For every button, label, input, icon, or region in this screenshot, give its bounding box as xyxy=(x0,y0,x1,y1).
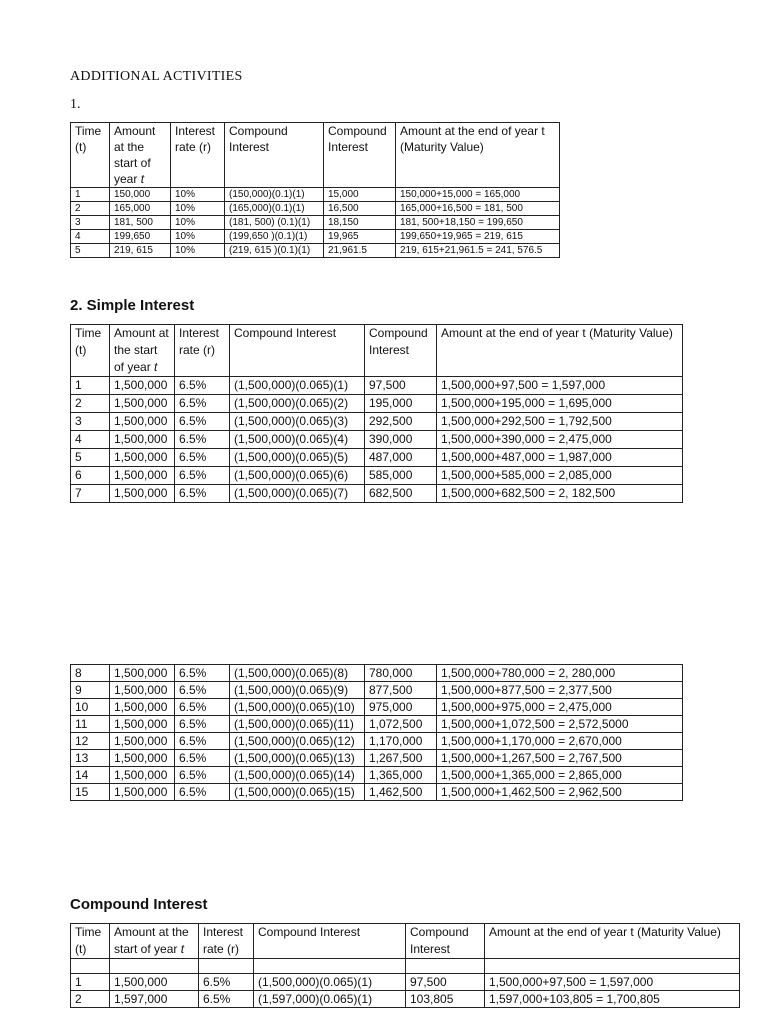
cell-interest-rate: 6.5% xyxy=(175,395,230,413)
cell-interest-rate: 6.5% xyxy=(175,784,230,801)
table-row xyxy=(71,216,560,230)
cell-maturity-value: 1,500,000+1,267,500 = 2,767,500 xyxy=(437,750,683,767)
cell-amount-start: 1,500,000 xyxy=(110,974,199,991)
cell-time: 4 xyxy=(71,230,110,244)
cell-maturity-value: 1,500,000+682,500 = 2, 182,500 xyxy=(437,485,683,503)
cell-amount-start: 1,500,000 xyxy=(110,449,175,467)
cell-amount-start: 1,500,000 xyxy=(110,733,175,750)
table-row xyxy=(71,202,560,216)
cell-amount-start: 1,500,000 xyxy=(110,716,175,733)
cell-maturity-value: 1,500,000+1,072,500 = 2,572,5000 xyxy=(437,716,683,733)
cell-maturity-value: 181, 500+18,150 = 199,650 xyxy=(396,216,560,230)
cell-compound-interest: 15,000 xyxy=(324,188,396,202)
cell-time: 2 xyxy=(71,991,110,1008)
cell-compound-interest: 97,500 xyxy=(406,974,485,991)
header-compound-interest-value: Compound Interest xyxy=(365,325,437,377)
cell-maturity-value: 199,650+19,965 = 219, 615 xyxy=(396,230,560,244)
spacer-cell xyxy=(71,959,110,974)
cell-time: 12 xyxy=(71,733,110,750)
cell-compound-formula: (1,500,000)(0.065)(1) xyxy=(230,377,365,395)
cell-amount-start: 1,500,000 xyxy=(110,784,175,801)
cell-interest-rate: 6.5% xyxy=(175,733,230,750)
cell-maturity-value: 1,500,000+975,000 = 2,475,000 xyxy=(437,699,683,716)
cell-amount-start: 1,500,000 xyxy=(110,413,175,431)
header-time: Time (t) xyxy=(71,123,110,188)
table-row xyxy=(71,665,683,682)
table-header-row xyxy=(71,924,740,959)
cell-compound-formula: (1,597,000)(0.065)(1) xyxy=(254,991,406,1008)
cell-amount-start: 165,000 xyxy=(110,202,171,216)
table-row xyxy=(71,733,683,750)
cell-interest-rate: 10% xyxy=(171,216,225,230)
table-row xyxy=(71,431,683,449)
section-title-compound-interest: Compound Interest xyxy=(70,896,208,913)
cell-compound-formula: (1,500,000)(0.065)(4) xyxy=(230,431,365,449)
header-maturity-value: Amount at the end of year t (Maturity Value) xyxy=(396,123,560,188)
cell-maturity-value: 1,500,000+292,500 = 1,792,500 xyxy=(437,413,683,431)
cell-compound-formula: (219, 615 )(0.1)(1) xyxy=(225,244,324,258)
cell-compound-interest: 487,000 xyxy=(365,449,437,467)
table-row xyxy=(71,750,683,767)
cell-compound-interest: 195,000 xyxy=(365,395,437,413)
cell-interest-rate: 6.5% xyxy=(175,665,230,682)
cell-maturity-value: 1,597,000+103,805 = 1,700,805 xyxy=(485,991,740,1008)
cell-compound-interest: 1,365,000 xyxy=(365,767,437,784)
cell-time: 3 xyxy=(71,413,110,431)
cell-amount-start: 1,500,000 xyxy=(110,395,175,413)
cell-amount-start: 1,500,000 xyxy=(110,431,175,449)
cell-maturity-value: 1,500,000+487,000 = 1,987,000 xyxy=(437,449,683,467)
cell-compound-formula: (1,500,000)(0.065)(14) xyxy=(230,767,365,784)
cell-interest-rate: 6.5% xyxy=(175,716,230,733)
cell-time: 4 xyxy=(71,431,110,449)
header-compound-interest-formula: Compound Interest xyxy=(254,924,406,959)
cell-compound-formula: (1,500,000)(0.065)(8) xyxy=(230,665,365,682)
cell-interest-rate: 10% xyxy=(171,188,225,202)
cell-compound-formula: (150,000)(0.1)(1) xyxy=(225,188,324,202)
spacer-cell xyxy=(485,959,740,974)
cell-amount-start: 181, 500 xyxy=(110,216,171,230)
cell-compound-formula: (1,500,000)(0.065)(7) xyxy=(230,485,365,503)
table-row xyxy=(71,485,683,503)
cell-maturity-value: 1,500,000+1,170,000 = 2,670,000 xyxy=(437,733,683,750)
cell-time: 5 xyxy=(71,244,110,258)
header-maturity-value: Amount at the end of year t (Maturity Value) xyxy=(437,325,683,377)
header-amount-t: t xyxy=(180,942,185,956)
header-amount-text: Amount at the start of year xyxy=(114,326,169,374)
cell-compound-interest: 975,000 xyxy=(365,699,437,716)
cell-compound-formula: (1,500,000)(0.065)(1) xyxy=(254,974,406,991)
cell-interest-rate: 6.5% xyxy=(175,750,230,767)
cell-interest-rate: 6.5% xyxy=(175,682,230,699)
simple-interest-table xyxy=(70,324,683,503)
cell-compound-formula: (1,500,000)(0.065)(10) xyxy=(230,699,365,716)
spacer-cell xyxy=(110,959,199,974)
cell-compound-formula: (1,500,000)(0.065)(12) xyxy=(230,733,365,750)
cell-compound-interest: 780,000 xyxy=(365,665,437,682)
table-row xyxy=(71,230,560,244)
table-row xyxy=(71,767,683,784)
cell-time: 1 xyxy=(71,377,110,395)
item-number-one: 1. xyxy=(70,97,81,112)
table-row xyxy=(71,991,740,1008)
table-row xyxy=(71,413,683,431)
cell-compound-interest: 16,500 xyxy=(324,202,396,216)
cell-compound-interest: 292,500 xyxy=(365,413,437,431)
table-row xyxy=(71,188,560,202)
cell-amount-start: 150,000 xyxy=(110,188,171,202)
cell-amount-start: 1,500,000 xyxy=(110,750,175,767)
cell-time: 10 xyxy=(71,699,110,716)
section-title-simple-interest: 2. Simple Interest xyxy=(70,297,195,314)
table-row xyxy=(71,467,683,485)
cell-maturity-value: 165,000+16,500 = 181, 500 xyxy=(396,202,560,216)
spacer-cell xyxy=(254,959,406,974)
header-interest-rate: Interest rate (r) xyxy=(175,325,230,377)
section-title-additional-activities: ADDITIONAL ACTIVITIES xyxy=(70,69,243,84)
cell-time: 9 xyxy=(71,682,110,699)
cell-compound-formula: (165,000)(0.1)(1) xyxy=(225,202,324,216)
cell-interest-rate: 6.5% xyxy=(175,413,230,431)
cell-interest-rate: 10% xyxy=(171,244,225,258)
cell-interest-rate: 6.5% xyxy=(199,974,254,991)
header-amount-t: t xyxy=(154,360,158,374)
cell-time: 14 xyxy=(71,767,110,784)
header-compound-interest-value: Compound Interest xyxy=(324,123,396,188)
table-row xyxy=(71,974,740,991)
cell-maturity-value: 1,500,000+877,500 = 2,377,500 xyxy=(437,682,683,699)
header-compound-interest-value: Compound Interest xyxy=(406,924,485,959)
cell-amount-start: 1,500,000 xyxy=(110,682,175,699)
cell-amount-start: 1,500,000 xyxy=(110,699,175,716)
table-row xyxy=(71,784,683,801)
cell-compound-interest: 19,965 xyxy=(324,230,396,244)
header-amount-start xyxy=(110,924,199,959)
cell-compound-interest: 585,000 xyxy=(365,467,437,485)
cell-compound-interest: 1,072,500 xyxy=(365,716,437,733)
header-amount-text: Amount at the start of year xyxy=(114,124,156,186)
header-interest-rate: Interest rate (r) xyxy=(171,123,225,188)
cell-time: 13 xyxy=(71,750,110,767)
cell-time: 1 xyxy=(71,188,110,202)
cell-compound-interest: 1,462,500 xyxy=(365,784,437,801)
header-compound-interest-formula: Compound Interest xyxy=(230,325,365,377)
cell-maturity-value: 219, 615+21,961.5 = 241, 576.5 xyxy=(396,244,560,258)
header-amount-start xyxy=(110,325,175,377)
cell-maturity-value: 1,500,000+1,462,500 = 2,962,500 xyxy=(437,784,683,801)
cell-maturity-value: 1,500,000+97,500 = 1,597,000 xyxy=(485,974,740,991)
table-row xyxy=(71,244,560,258)
cell-maturity-value: 150,000+15,000 = 165,000 xyxy=(396,188,560,202)
cell-amount-start: 1,500,000 xyxy=(110,665,175,682)
cell-compound-interest: 103,805 xyxy=(406,991,485,1008)
cell-time: 5 xyxy=(71,449,110,467)
cell-compound-formula: (199,650 )(0.1)(1) xyxy=(225,230,324,244)
cell-time: 15 xyxy=(71,784,110,801)
header-interest-rate: Interest rate (r) xyxy=(199,924,254,959)
cell-compound-formula: (1,500,000)(0.065)(3) xyxy=(230,413,365,431)
cell-compound-interest: 18,150 xyxy=(324,216,396,230)
table-row xyxy=(71,449,683,467)
cell-time: 8 xyxy=(71,665,110,682)
cell-time: 7 xyxy=(71,485,110,503)
cell-time: 1 xyxy=(71,974,110,991)
cell-compound-interest: 1,267,500 xyxy=(365,750,437,767)
cell-interest-rate: 10% xyxy=(171,230,225,244)
cell-maturity-value: 1,500,000+195,000 = 1,695,000 xyxy=(437,395,683,413)
cell-compound-formula: (1,500,000)(0.065)(6) xyxy=(230,467,365,485)
cell-compound-formula: (1,500,000)(0.065)(9) xyxy=(230,682,365,699)
header-time: Time (t) xyxy=(71,325,110,377)
cell-amount-start: 1,500,000 xyxy=(110,467,175,485)
cell-time: 6 xyxy=(71,467,110,485)
cell-amount-start: 219, 615 xyxy=(110,244,171,258)
header-compound-interest-formula: Compound Interest xyxy=(225,123,324,188)
header-time: Time (t) xyxy=(71,924,110,959)
cell-compound-formula: (1,500,000)(0.065)(13) xyxy=(230,750,365,767)
cell-amount-start: 199,650 xyxy=(110,230,171,244)
cell-interest-rate: 6.5% xyxy=(175,431,230,449)
cell-interest-rate: 6.5% xyxy=(175,467,230,485)
cell-compound-interest: 390,000 xyxy=(365,431,437,449)
cell-compound-formula: (181, 500) (0.1)(1) xyxy=(225,216,324,230)
cell-interest-rate: 6.5% xyxy=(175,449,230,467)
table-header-row xyxy=(71,123,560,188)
cell-compound-formula: (1,500,000)(0.065)(2) xyxy=(230,395,365,413)
simple-interest-table-continued xyxy=(70,664,683,801)
header-amount-text: Amount at the start of year xyxy=(114,925,189,956)
table-header-row xyxy=(71,325,683,377)
cell-time: 2 xyxy=(71,395,110,413)
cell-time: 11 xyxy=(71,716,110,733)
cell-interest-rate: 6.5% xyxy=(175,485,230,503)
cell-interest-rate: 6.5% xyxy=(175,767,230,784)
cell-compound-interest: 97,500 xyxy=(365,377,437,395)
cell-interest-rate: 6.5% xyxy=(199,991,254,1008)
cell-interest-rate: 10% xyxy=(171,202,225,216)
table-row xyxy=(71,699,683,716)
header-amount-t: t xyxy=(140,172,145,186)
spacer-cell xyxy=(199,959,254,974)
cell-amount-start: 1,500,000 xyxy=(110,485,175,503)
cell-amount-start: 1,597,000 xyxy=(110,991,199,1008)
cell-compound-interest: 682,500 xyxy=(365,485,437,503)
cell-compound-formula: (1,500,000)(0.065)(11) xyxy=(230,716,365,733)
cell-compound-interest: 21,961.5 xyxy=(324,244,396,258)
cell-interest-rate: 6.5% xyxy=(175,377,230,395)
additional-activities-table xyxy=(70,122,560,258)
header-amount-start xyxy=(110,123,171,188)
cell-compound-interest: 877,500 xyxy=(365,682,437,699)
cell-maturity-value: 1,500,000+1,365,000 = 2,865,000 xyxy=(437,767,683,784)
cell-maturity-value: 1,500,000+97,500 = 1,597,000 xyxy=(437,377,683,395)
table-row xyxy=(71,377,683,395)
spacer-cell xyxy=(406,959,485,974)
cell-maturity-value: 1,500,000+390,000 = 2,475,000 xyxy=(437,431,683,449)
table-row xyxy=(71,395,683,413)
table-spacer-row xyxy=(71,959,740,974)
table-row xyxy=(71,682,683,699)
header-maturity-value: Amount at the end of year t (Maturity Value) xyxy=(485,924,740,959)
cell-amount-start: 1,500,000 xyxy=(110,377,175,395)
cell-compound-formula: (1,500,000)(0.065)(5) xyxy=(230,449,365,467)
cell-amount-start: 1,500,000 xyxy=(110,767,175,784)
cell-compound-interest: 1,170,000 xyxy=(365,733,437,750)
table-row xyxy=(71,716,683,733)
cell-maturity-value: 1,500,000+780,000 = 2, 280,000 xyxy=(437,665,683,682)
compound-interest-table xyxy=(70,923,740,1008)
cell-compound-formula: (1,500,000)(0.065)(15) xyxy=(230,784,365,801)
cell-maturity-value: 1,500,000+585,000 = 2,085,000 xyxy=(437,467,683,485)
cell-interest-rate: 6.5% xyxy=(175,699,230,716)
cell-time: 3 xyxy=(71,216,110,230)
cell-time: 2 xyxy=(71,202,110,216)
